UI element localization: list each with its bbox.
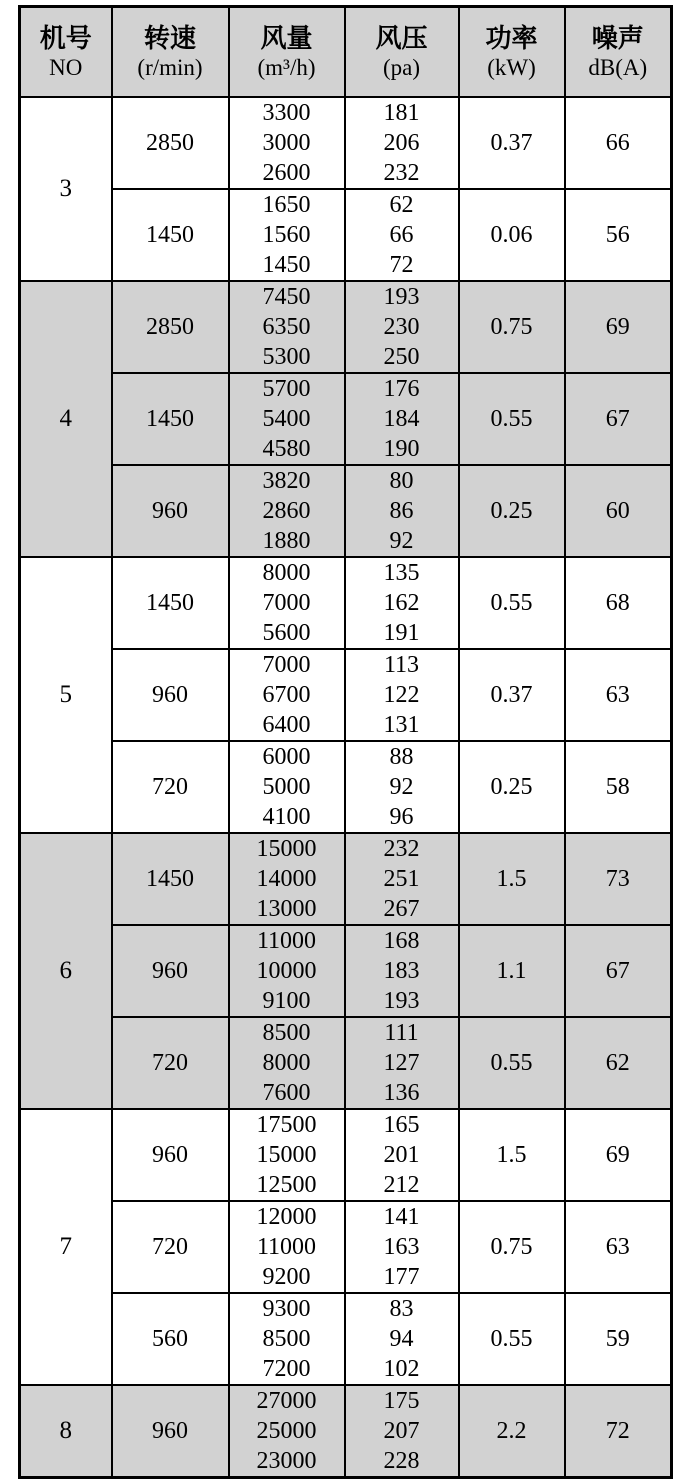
noise-cell: 73 xyxy=(565,833,672,925)
speed-cell: 1450 xyxy=(112,189,229,281)
pressure-value: 88 xyxy=(389,744,414,770)
table-row xyxy=(20,557,672,649)
header-row xyxy=(20,7,672,98)
pressure-cell xyxy=(345,1201,459,1293)
pressure-value: 201 xyxy=(383,1142,420,1168)
airflow-value: 12500 xyxy=(256,1172,317,1198)
pressure-value: 206 xyxy=(383,130,420,156)
header-airflow xyxy=(229,7,345,98)
table-row xyxy=(20,1201,672,1293)
airflow-value: 11000 xyxy=(256,928,317,954)
header-airflow-title: 风量 xyxy=(260,23,313,53)
table-row xyxy=(20,1385,672,1478)
airflow-value: 15000 xyxy=(256,1142,317,1168)
airflow-value: 3820 xyxy=(262,468,311,494)
airflow-value: 3000 xyxy=(262,130,311,156)
airflow-cell xyxy=(229,465,345,557)
header-speed-unit: (r/min) xyxy=(137,54,203,80)
airflow-value: 1450 xyxy=(262,252,311,278)
airflow-cell xyxy=(229,833,345,925)
header-speed-title: 转速 xyxy=(143,23,196,53)
airflow-value: 8000 xyxy=(262,560,311,586)
speed-cell: 1450 xyxy=(112,373,229,465)
noise-cell: 72 xyxy=(565,1385,672,1478)
airflow-cell xyxy=(229,1017,345,1109)
machine-no-cell: 7 xyxy=(20,1109,112,1385)
power-cell: 0.75 xyxy=(459,281,565,373)
airflow-value: 9200 xyxy=(262,1264,311,1290)
table-row xyxy=(20,189,672,281)
table-row xyxy=(20,1293,672,1385)
pressure-value: 184 xyxy=(383,406,420,432)
power-cell: 0.06 xyxy=(459,189,565,281)
noise-cell: 63 xyxy=(565,1201,672,1293)
airflow-value: 15000 xyxy=(256,836,317,862)
speed-cell: 720 xyxy=(112,741,229,833)
pressure-value: 193 xyxy=(383,284,420,310)
power-cell: 1.5 xyxy=(459,833,565,925)
header-power-title: 功率 xyxy=(485,23,538,53)
airflow-value: 14000 xyxy=(256,866,317,892)
airflow-value: 4580 xyxy=(262,436,311,462)
pressure-value: 190 xyxy=(383,436,420,462)
airflow-value: 2600 xyxy=(262,160,311,186)
header-pressure-title: 风压 xyxy=(375,23,428,53)
pressure-cell xyxy=(345,1385,459,1478)
machine-no-cell: 5 xyxy=(20,557,112,833)
airflow-value: 11000 xyxy=(256,1234,317,1260)
speed-cell: 560 xyxy=(112,1293,229,1385)
airflow-cell xyxy=(229,557,345,649)
airflow-cell xyxy=(229,1201,345,1293)
noise-cell: 60 xyxy=(565,465,672,557)
table-row xyxy=(20,649,672,741)
airflow-cell xyxy=(229,373,345,465)
table-header xyxy=(20,7,672,98)
power-cell: 0.37 xyxy=(459,97,565,189)
power-cell: 1.1 xyxy=(459,925,565,1017)
header-speed xyxy=(112,7,229,98)
table-row xyxy=(20,741,672,833)
pressure-value: 232 xyxy=(383,836,420,862)
header-pressure-unit: (pa) xyxy=(382,54,421,80)
pressure-value: 168 xyxy=(383,928,420,954)
airflow-value: 9100 xyxy=(262,988,311,1014)
pressure-value: 175 xyxy=(383,1388,420,1414)
pressure-cell xyxy=(345,189,459,281)
pressure-value: 181 xyxy=(383,100,420,126)
speed-cell: 960 xyxy=(112,1385,229,1478)
pressure-value: 230 xyxy=(383,314,420,340)
noise-cell: 67 xyxy=(565,373,672,465)
pressure-value: 165 xyxy=(383,1112,420,1138)
noise-cell: 58 xyxy=(565,741,672,833)
airflow-value: 17500 xyxy=(256,1112,317,1138)
speed-cell: 960 xyxy=(112,925,229,1017)
pressure-value: 176 xyxy=(383,376,420,402)
pressure-cell xyxy=(345,373,459,465)
airflow-value: 2860 xyxy=(262,498,311,524)
pressure-value: 111 xyxy=(384,1020,419,1046)
noise-cell: 69 xyxy=(565,1109,672,1201)
speed-cell: 960 xyxy=(112,465,229,557)
airflow-value: 6400 xyxy=(262,712,311,738)
noise-cell: 67 xyxy=(565,925,672,1017)
header-machine-no-unit: NO xyxy=(49,54,83,80)
airflow-value: 4100 xyxy=(262,804,311,830)
header-pressure xyxy=(345,7,459,98)
airflow-value: 5300 xyxy=(262,344,311,370)
airflow-value: 9300 xyxy=(262,1296,311,1322)
noise-cell: 62 xyxy=(565,1017,672,1109)
pressure-value: 122 xyxy=(383,682,420,708)
pressure-value: 162 xyxy=(383,590,420,616)
pressure-value: 102 xyxy=(383,1356,420,1382)
header-machine-no xyxy=(20,7,112,98)
power-cell: 1.5 xyxy=(459,1109,565,1201)
header-machine-no-title: 机号 xyxy=(39,23,92,53)
airflow-value: 7000 xyxy=(262,590,311,616)
noise-cell: 69 xyxy=(565,281,672,373)
airflow-value: 8500 xyxy=(262,1326,311,1352)
speed-cell: 1450 xyxy=(112,833,229,925)
speed-cell: 960 xyxy=(112,1109,229,1201)
airflow-value: 1560 xyxy=(262,222,311,248)
pressure-cell xyxy=(345,741,459,833)
header-power xyxy=(459,7,565,98)
machine-no-cell: 3 xyxy=(20,97,112,281)
header-airflow-unit: (m³/h) xyxy=(257,54,316,80)
airflow-value: 6350 xyxy=(262,314,311,340)
pressure-value: 94 xyxy=(389,1326,414,1352)
noise-cell: 59 xyxy=(565,1293,672,1385)
airflow-cell xyxy=(229,1109,345,1201)
pressure-cell xyxy=(345,833,459,925)
airflow-value: 25000 xyxy=(256,1418,317,1444)
airflow-value: 1650 xyxy=(262,192,311,218)
pressure-value: 136 xyxy=(383,1080,420,1106)
speed-cell: 720 xyxy=(112,1201,229,1293)
table-row xyxy=(20,97,672,189)
power-cell: 0.37 xyxy=(459,649,565,741)
airflow-cell xyxy=(229,97,345,189)
power-cell: 0.25 xyxy=(459,741,565,833)
speed-cell: 2850 xyxy=(112,281,229,373)
noise-cell: 63 xyxy=(565,649,672,741)
airflow-value: 12000 xyxy=(256,1204,317,1230)
noise-cell: 66 xyxy=(565,97,672,189)
power-cell: 0.25 xyxy=(459,465,565,557)
airflow-cell xyxy=(229,741,345,833)
pressure-cell xyxy=(345,557,459,649)
pressure-value: 177 xyxy=(383,1264,420,1290)
pressure-cell xyxy=(345,465,459,557)
pressure-value: 183 xyxy=(383,958,420,984)
airflow-cell xyxy=(229,281,345,373)
pressure-value: 131 xyxy=(383,712,420,738)
airflow-value: 27000 xyxy=(256,1388,317,1414)
pressure-value: 232 xyxy=(383,160,420,186)
header-noise-unit: dB(A) xyxy=(588,54,648,80)
pressure-value: 96 xyxy=(389,804,414,830)
header-noise-title: 噪声 xyxy=(591,23,644,53)
noise-cell: 68 xyxy=(565,557,672,649)
pressure-value: 135 xyxy=(383,560,420,586)
airflow-cell xyxy=(229,1293,345,1385)
airflow-value: 3300 xyxy=(262,100,311,126)
airflow-value: 7600 xyxy=(262,1080,311,1106)
airflow-cell xyxy=(229,189,345,281)
power-cell: 0.55 xyxy=(459,1017,565,1109)
airflow-value: 23000 xyxy=(256,1448,317,1474)
airflow-value: 8000 xyxy=(262,1050,311,1076)
airflow-value: 7200 xyxy=(262,1356,311,1382)
power-cell: 0.55 xyxy=(459,557,565,649)
machine-no-cell: 8 xyxy=(20,1385,112,1478)
table-row xyxy=(20,833,672,925)
pressure-value: 207 xyxy=(383,1418,420,1444)
power-cell: 2.2 xyxy=(459,1385,565,1478)
power-cell: 0.55 xyxy=(459,373,565,465)
power-cell: 0.55 xyxy=(459,1293,565,1385)
header-noise xyxy=(565,7,672,98)
machine-no-cell: 4 xyxy=(20,281,112,557)
airflow-value: 6000 xyxy=(262,744,311,770)
fan-spec-table xyxy=(18,5,673,1479)
pressure-value: 250 xyxy=(383,344,420,370)
pressure-cell xyxy=(345,925,459,1017)
table-row xyxy=(20,1017,672,1109)
speed-cell: 1450 xyxy=(112,557,229,649)
table-row xyxy=(20,465,672,557)
pressure-cell xyxy=(345,1109,459,1201)
machine-no-cell: 6 xyxy=(20,833,112,1109)
pressure-cell xyxy=(345,97,459,189)
airflow-value: 13000 xyxy=(256,896,317,922)
pressure-cell xyxy=(345,281,459,373)
pressure-value: 113 xyxy=(383,652,420,678)
airflow-value: 5600 xyxy=(262,620,311,646)
airflow-cell xyxy=(229,649,345,741)
pressure-value: 193 xyxy=(383,988,420,1014)
pressure-value: 228 xyxy=(383,1448,420,1474)
speed-cell: 960 xyxy=(112,649,229,741)
airflow-value: 5000 xyxy=(262,774,311,800)
pressure-value: 92 xyxy=(389,528,414,554)
airflow-value: 7000 xyxy=(262,652,311,678)
pressure-value: 163 xyxy=(383,1234,420,1260)
pressure-value: 66 xyxy=(389,222,414,248)
speed-cell: 720 xyxy=(112,1017,229,1109)
noise-cell: 56 xyxy=(565,189,672,281)
pressure-value: 191 xyxy=(383,620,420,646)
pressure-value: 62 xyxy=(389,192,414,218)
airflow-value: 10000 xyxy=(256,958,317,984)
airflow-value: 7450 xyxy=(262,284,311,310)
pressure-cell xyxy=(345,1293,459,1385)
pressure-value: 83 xyxy=(389,1296,414,1322)
header-power-unit: (kW) xyxy=(487,54,536,80)
pressure-value: 251 xyxy=(383,866,420,892)
airflow-value: 5400 xyxy=(262,406,311,432)
pressure-cell xyxy=(345,649,459,741)
airflow-cell xyxy=(229,1385,345,1478)
pressure-value: 267 xyxy=(383,896,420,922)
pressure-value: 72 xyxy=(389,252,414,278)
table-row xyxy=(20,925,672,1017)
pressure-value: 86 xyxy=(389,498,414,524)
airflow-value: 5700 xyxy=(262,376,311,402)
pressure-value: 141 xyxy=(383,1204,420,1230)
pressure-value: 92 xyxy=(389,774,414,800)
pressure-cell xyxy=(345,1017,459,1109)
table-row xyxy=(20,281,672,373)
table-row xyxy=(20,1109,672,1201)
pressure-value: 127 xyxy=(383,1050,420,1076)
power-cell: 0.75 xyxy=(459,1201,565,1293)
airflow-cell xyxy=(229,925,345,1017)
airflow-value: 8500 xyxy=(262,1020,311,1046)
pressure-value: 80 xyxy=(389,468,414,494)
speed-cell: 2850 xyxy=(112,97,229,189)
pressure-value: 212 xyxy=(383,1172,420,1198)
airflow-value: 6700 xyxy=(262,682,311,708)
airflow-value: 1880 xyxy=(262,528,311,554)
table-row xyxy=(20,373,672,465)
